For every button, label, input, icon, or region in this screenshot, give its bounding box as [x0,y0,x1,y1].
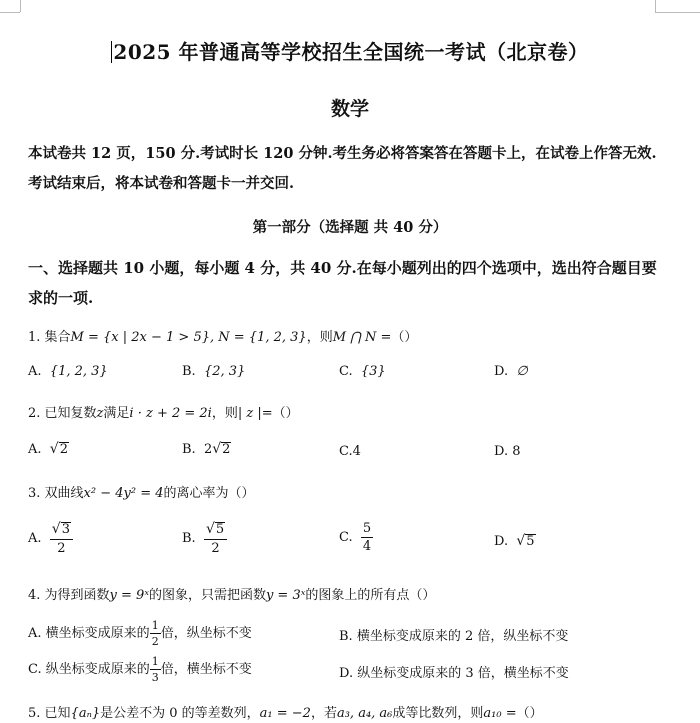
question-1-prefix: 1. 集合 [28,330,71,345]
intro-line-1: 本试卷共 12 页，150 分.考试时长 120 分钟.考生务必将答案答在答题卡上，在试卷上作答无效. [28,145,657,162]
crop-mark-top-left-h [0,12,20,13]
question-1-mid: ，则 [306,330,333,345]
q3-option-b[interactable]: B. √ 5 2 [182,522,227,555]
question-3: 3. 双曲线x² − 4y² = 4的离心率为（） [28,486,255,501]
q2-option-a[interactable]: A. √ 2 [28,441,68,457]
q1-option-a[interactable]: A. {1, 2, 3} [28,364,108,379]
fraction: $\frac{1}{2}$ [151,619,159,648]
section-heading-line-2: 求的一项. [28,289,94,307]
q3-option-c[interactable]: C. $\frac{5}{4}$ [339,521,372,554]
question-2: 2. 已知复数z满足i · z + 2 = 2i，则| z |=（） [28,406,299,421]
q4-option-a[interactable]: A. 横坐标变成原来的 $\frac{1}{2}$ 倍，纵坐标不变 [28,619,252,648]
fraction: $\frac{5}{4}$ [362,521,372,554]
question-1-math: M = {x | 2x − 1 > 5}, N = {1, 2, 3} [70,330,307,345]
q4-option-b[interactable]: B. 横坐标变成原来的 2 倍，纵坐标不变 [339,629,569,644]
sqrt-symbol: √ 2 [49,441,68,457]
q4-option-c[interactable]: C. 纵坐标变成原来的 $\frac{1}{3}$ 倍，横坐标不变 [28,655,252,684]
q2-option-d[interactable]: D. 8 [494,444,521,459]
question-1 [28,326,417,345]
intro-line-2: 考试结束后，将本试卷和答题卡一并交回. [28,175,295,192]
crop-mark-top-left-v [20,0,21,12]
subject-title: 数学 [330,98,369,120]
section-heading-line-1: 一、选择题共 10 小题，每小题 4 分，共 40 分.在每小题列出的四个选项中，选出符合题目要 [28,259,657,277]
part-title: 第一部分（选择题 共 40 分） [252,219,448,236]
question-5: 5. 已知{aₙ}是公差不为 0 的等差数列，a₁ = −2，若a₃, a₄, a₆成等比数列，则a₁₀ =（） [28,706,543,721]
fraction: √ 5 2 [204,522,227,555]
q3-option-a[interactable]: A. √ 3 2 [28,522,73,555]
question-4: 4. 为得到函数y = 9ˣ的图象，只需把函数y = 3ˣ的图象上的所有点（） [28,588,436,603]
q4-option-d[interactable]: D. 纵坐标变成原来的 3 倍，横坐标不变 [339,666,569,681]
q1-option-c[interactable]: C. {3} [339,364,386,379]
sqrt-symbol: √ 5 [516,533,535,549]
question-1-math2: M ⋂ N = [332,330,392,345]
crop-mark-top-right-v [655,0,656,12]
question-1-suffix: （） [391,330,418,345]
fraction: $\frac{1}{3}$ [151,655,159,684]
crop-mark-top-right-h [655,12,700,13]
q1-option-b[interactable]: B. {2, 3} [182,364,246,379]
q2-option-c[interactable]: C.4 [339,444,361,459]
q2-option-b[interactable]: B. 2 √ 2 [182,441,231,457]
page-title: 2025 年普通高等学校招生全国统一考试（北京卷） [113,40,589,64]
q1-option-d[interactable]: D. ∅ [494,364,528,379]
q3-option-d[interactable]: D. √ 5 [494,533,535,549]
sqrt-symbol: √ 2 [212,441,231,457]
fraction: √ 3 2 [50,522,73,555]
